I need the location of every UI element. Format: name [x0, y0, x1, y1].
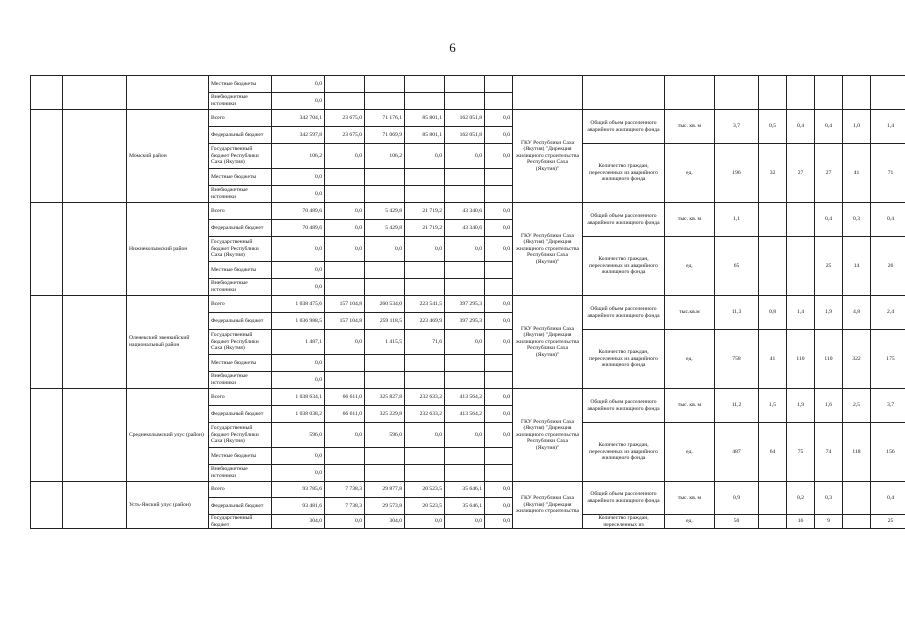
amount-year: 0,0	[365, 237, 405, 262]
amount-year: 71,6	[405, 330, 445, 355]
district-name: Нижнеколымский район	[127, 203, 209, 296]
indicator-year: 32	[759, 144, 787, 203]
indicator-year: 0,4	[787, 110, 815, 144]
indicator-year: 41	[759, 330, 787, 389]
amount-year	[365, 465, 405, 482]
indicator-year: 9	[815, 515, 843, 529]
indicator-year	[843, 515, 871, 529]
indicator-unit: ед.	[665, 423, 715, 482]
amount-year: 85 801,1	[405, 110, 445, 127]
empty-cell	[815, 76, 843, 110]
amount-year: 413 564,2	[445, 406, 485, 423]
amount-year	[485, 169, 513, 186]
amount-total: 0,0	[272, 186, 325, 203]
amount-year: 0,0	[325, 330, 365, 355]
indicator-year	[843, 482, 871, 515]
table-row	[31, 76, 905, 93]
amount-year	[445, 186, 485, 203]
indicator-total: 11,2	[715, 389, 759, 423]
amount-year	[445, 93, 485, 110]
indicator-year: 1,0	[843, 110, 871, 144]
amount-total: 0,0	[272, 448, 325, 465]
amount-year: 0,0	[485, 313, 513, 330]
indicator-total: 65	[715, 237, 759, 296]
amount-year: 23 675,0	[325, 127, 365, 144]
indicator-year: 27	[815, 144, 843, 203]
source-label: Федеральный бюджет	[209, 406, 272, 423]
event-cell	[63, 110, 127, 203]
indicator-year	[787, 237, 815, 296]
amount-year: 162 051,8	[445, 127, 485, 144]
amount-year: 325 229,8	[365, 406, 405, 423]
indicator-name: Общий объем расселенного аварийного жилищного фонда	[583, 296, 665, 330]
amount-year: 71 069,9	[365, 127, 405, 144]
indicator-year: 0,5	[759, 110, 787, 144]
indicator-year	[759, 203, 787, 237]
amount-year	[445, 169, 485, 186]
amount-total: 70 489,6	[272, 203, 325, 220]
amount-year	[325, 93, 365, 110]
amount-year	[325, 355, 365, 372]
amount-total: 342 597,8	[272, 127, 325, 144]
indicator-year: 0,4	[871, 482, 905, 515]
source-label: Внебюджетные источники	[209, 465, 272, 482]
amount-year	[365, 279, 405, 296]
amount-year	[445, 372, 485, 389]
source-label: Государственный бюджет Республики Саха (Якутия)	[209, 423, 272, 448]
indicator-unit: ед.	[665, 330, 715, 389]
source-label: Внебюджетные источники	[209, 186, 272, 203]
amount-total: 0,0	[272, 262, 325, 279]
amount-year: 71 176,1	[365, 110, 405, 127]
amount-year: 20 523,5	[405, 498, 445, 515]
amount-year	[325, 465, 365, 482]
amount-year	[325, 76, 365, 93]
amount-year: 260 534,0	[365, 296, 405, 313]
amount-year	[405, 355, 445, 372]
amount-year: 0,0	[485, 296, 513, 313]
amount-year: 232 633,2	[405, 389, 445, 406]
amount-year: 0,0	[445, 423, 485, 448]
amount-year: 223 469,9	[405, 313, 445, 330]
amount-year: 0,0	[485, 237, 513, 262]
indicator-year: 3,7	[871, 389, 905, 423]
indicator-total: 11,3	[715, 296, 759, 330]
source-label: Всего	[209, 110, 272, 127]
amount-year	[365, 76, 405, 93]
amount-year: 0,0	[485, 515, 513, 529]
empty-cell	[31, 76, 63, 110]
amount-year: 596,0	[365, 423, 405, 448]
executor-name: ГКУ Республики Саха (Якутия) "Дирекция жилищного строительства Республики Саха (Якутия)"	[513, 203, 583, 296]
indicator-unit: тыс. кв. м	[665, 110, 715, 144]
amount-year: 21 719,2	[405, 203, 445, 220]
amount-year	[405, 279, 445, 296]
amount-year: 0,0	[405, 515, 445, 529]
indicator-year: 71	[871, 144, 905, 203]
indicator-year: 25	[815, 237, 843, 296]
executor-name: ГКУ Республики Саха (Якутия) "Дирекция жилищного строительства	[513, 482, 583, 529]
indicator-year: 0,8	[759, 296, 787, 330]
indicator-year: 41	[843, 144, 871, 203]
indicator-year: 26	[871, 237, 905, 296]
amount-year: 0,0	[325, 423, 365, 448]
amount-year: 157 104,8	[325, 313, 365, 330]
amount-total: 1 038 475,6	[272, 296, 325, 313]
amount-year: 1 415,5	[365, 330, 405, 355]
indicator-name: Общий объем расселенного аварийного жилищного фонда	[583, 110, 665, 144]
amount-total: 1 038 038,2	[272, 406, 325, 423]
amount-year: 397 295,3	[445, 296, 485, 313]
event-cell	[63, 296, 127, 389]
indicator-year: 156	[871, 423, 905, 482]
amount-year	[485, 372, 513, 389]
district-name: Усть-Янский улус (район)	[127, 482, 209, 529]
amount-year	[365, 169, 405, 186]
indicator-year: 64	[759, 423, 787, 482]
amount-year: 0,0	[445, 515, 485, 529]
amount-year	[485, 186, 513, 203]
amount-year	[405, 186, 445, 203]
indicator-unit: тыс. кв. м	[665, 389, 715, 423]
indicator-year: 25	[871, 515, 905, 529]
indicator-total: 1,1	[715, 203, 759, 237]
executor-name: ГКУ Республики Саха (Якутия) "Дирекция жилищного строительства Республики Саха (Якутия)"	[513, 296, 583, 389]
amount-year: 29 573,8	[365, 498, 405, 515]
amount-year: 23 675,0	[325, 110, 365, 127]
amount-total: 1 487,1	[272, 330, 325, 355]
indicator-year: 118	[843, 423, 871, 482]
amount-total: 70 489,6	[272, 220, 325, 237]
amount-year	[365, 186, 405, 203]
indicator-name: Количество граждан, переселенных из аварийного жилищного фонда	[583, 330, 665, 389]
amount-year: 0,0	[325, 220, 365, 237]
indicator-total: 0,9	[715, 482, 759, 515]
indicator-year: 0,4	[815, 110, 843, 144]
program-table	[30, 75, 905, 529]
source-label: Федеральный бюджет	[209, 313, 272, 330]
amount-total: 0,0	[272, 279, 325, 296]
table-row	[31, 110, 905, 127]
indicator-name: Общий объем расселенного аварийного жилищного фонда	[583, 389, 665, 423]
table-body	[31, 76, 905, 529]
amount-year	[365, 355, 405, 372]
indicator-year: 27	[787, 144, 815, 203]
indicator-year: 1,9	[787, 389, 815, 423]
district-name: Оленекский эвенкийский национальный район	[127, 296, 209, 389]
indicator-year: 74	[815, 423, 843, 482]
amount-year: 0,0	[445, 330, 485, 355]
executor-name: ГКУ Республики Саха (Якутия) "Дирекция жилищного строительства Республики Саха (Якутия)"	[513, 389, 583, 482]
amount-year: 304,0	[365, 515, 405, 529]
amount-year: 20 523,5	[405, 482, 445, 498]
amount-year	[365, 372, 405, 389]
amount-year	[405, 76, 445, 93]
amount-year	[445, 279, 485, 296]
indicator-unit: ед.	[665, 515, 715, 529]
table-row	[31, 389, 905, 406]
indicator-year	[759, 482, 787, 515]
amount-year: 29 877,8	[365, 482, 405, 498]
indicator-year: 16	[787, 515, 815, 529]
amount-year: 106,2	[365, 144, 405, 169]
amount-year	[325, 448, 365, 465]
source-label: Внебюджетные источники	[209, 279, 272, 296]
amount-year: 0,0	[485, 389, 513, 406]
amount-year	[405, 169, 445, 186]
indicator-year: 0,2	[787, 482, 815, 515]
amount-year: 43 340,6	[445, 220, 485, 237]
amount-year	[365, 262, 405, 279]
indicator-unit: тыс. кв. м	[665, 482, 715, 515]
amount-year: 0,0	[445, 237, 485, 262]
amount-year	[485, 262, 513, 279]
amount-total: 0,0	[272, 465, 325, 482]
source-label: Федеральный бюджет	[209, 127, 272, 144]
amount-year: 85 801,1	[405, 127, 445, 144]
indicator-year: 14	[843, 237, 871, 296]
empty-cell	[843, 76, 871, 110]
source-label: Местные бюджеты	[209, 355, 272, 372]
amount-year	[445, 262, 485, 279]
source-label: Внебюджетные источники	[209, 93, 272, 110]
indicator-year: 110	[815, 330, 843, 389]
empty-cell	[759, 76, 787, 110]
empty-cell	[787, 76, 815, 110]
indicator-year: 0,4	[815, 203, 843, 237]
source-label: Местные бюджеты	[209, 448, 272, 465]
amount-total: 93 481,6	[272, 498, 325, 515]
indicator-unit: ед.	[665, 144, 715, 203]
amount-year	[405, 465, 445, 482]
table-row	[31, 203, 905, 220]
amount-year	[445, 448, 485, 465]
amount-year: 0,0	[485, 482, 513, 498]
event-cell	[63, 482, 127, 529]
amount-year	[485, 93, 513, 110]
amount-year: 157 104,8	[325, 296, 365, 313]
empty-cell	[665, 76, 715, 110]
source-label: Государственный бюджет Республики Саха (Якутия)	[209, 144, 272, 169]
amount-year	[325, 262, 365, 279]
amount-year	[365, 93, 405, 110]
indicator-year: 1,9	[815, 296, 843, 330]
source-label: Местные бюджеты	[209, 262, 272, 279]
amount-year: 0,0	[485, 330, 513, 355]
source-label: Местные бюджеты	[209, 169, 272, 186]
source-label: Местные бюджеты	[209, 76, 272, 93]
amount-total: 0,0	[272, 169, 325, 186]
empty-cell	[513, 76, 583, 110]
indicator-total: 196	[715, 144, 759, 203]
table-row	[31, 296, 905, 313]
page-number: 6	[449, 40, 456, 55]
amount-total: 106,2	[272, 144, 325, 169]
indicator-total: 758	[715, 330, 759, 389]
amount-year: 0,0	[405, 144, 445, 169]
indicator-name: Общий объем расселенного аварийного жилищного фонда	[583, 482, 665, 515]
indicator-total: 50	[715, 515, 759, 529]
amount-year	[445, 76, 485, 93]
amount-total: 0,0	[272, 355, 325, 372]
district-name: Среднеколымский улус (район)	[127, 389, 209, 482]
amount-total: 0,0	[272, 76, 325, 93]
indicator-name: Количество граждан, переселенных из аварийного жилищного фонда	[583, 423, 665, 482]
indicator-year: 110	[787, 330, 815, 389]
table-row	[31, 482, 905, 498]
indicator-unit: тыс. кв. м	[665, 203, 715, 237]
amount-year: 413 564,2	[445, 389, 485, 406]
source-label: Всего	[209, 389, 272, 406]
amount-year	[485, 279, 513, 296]
amount-total: 342 704,1	[272, 110, 325, 127]
amount-year: 223 541,5	[405, 296, 445, 313]
amount-year: 0,0	[405, 423, 445, 448]
amount-year: 0,0	[485, 203, 513, 220]
amount-year: 162 051,8	[445, 110, 485, 127]
amount-year: 0,0	[485, 220, 513, 237]
amount-total: 1 038 634,1	[272, 389, 325, 406]
amount-year	[325, 169, 365, 186]
indicator-year: 0,4	[871, 203, 905, 237]
amount-year: 325 827,8	[365, 389, 405, 406]
indicator-year: 175	[871, 330, 905, 389]
amount-year: 0,0	[325, 237, 365, 262]
row-number-cell	[31, 203, 63, 296]
empty-cell	[715, 76, 759, 110]
indicator-year: 1,4	[787, 296, 815, 330]
indicator-unit: тыс.кв.м	[665, 296, 715, 330]
amount-year	[325, 186, 365, 203]
amount-year: 0,0	[485, 110, 513, 127]
amount-year: 0,0	[325, 515, 365, 529]
amount-year: 0,0	[485, 406, 513, 423]
amount-year	[325, 279, 365, 296]
indicator-name: Количество граждан, переселенных из аварийного жилищного фонда	[583, 144, 665, 203]
indicator-name: Количество граждан, переселенных из	[583, 515, 665, 529]
indicator-year	[759, 237, 787, 296]
empty-cell	[63, 76, 127, 110]
amount-year: 66 611,0	[325, 389, 365, 406]
amount-year	[445, 465, 485, 482]
indicator-total: 3,7	[715, 110, 759, 144]
amount-year	[485, 448, 513, 465]
indicator-year: 75	[787, 423, 815, 482]
amount-year: 21 719,2	[405, 220, 445, 237]
indicator-year: 322	[843, 330, 871, 389]
amount-year	[485, 355, 513, 372]
indicator-year: 0,3	[815, 482, 843, 515]
amount-year: 66 611,0	[325, 406, 365, 423]
district-name: Момский район	[127, 110, 209, 203]
source-label: Федеральный бюджет	[209, 220, 272, 237]
amount-total: 0,0	[272, 237, 325, 262]
source-label: Государственный бюджет Республики Саха (Якутия)	[209, 330, 272, 355]
amount-total: 93 785,6	[272, 482, 325, 498]
indicator-year: 2,4	[871, 296, 905, 330]
row-number-cell	[31, 389, 63, 482]
indicator-total: 487	[715, 423, 759, 482]
amount-year: 0,0	[485, 498, 513, 515]
source-label: Государственный бюджет Республики Саха (Якутия)	[209, 237, 272, 262]
amount-year: 7 738,3	[325, 498, 365, 515]
source-label: Всего	[209, 296, 272, 313]
indicator-year: 2,5	[843, 389, 871, 423]
amount-year: 0,0	[325, 144, 365, 169]
source-label: Государственный бюджет	[209, 515, 272, 529]
amount-total: 596,0	[272, 423, 325, 448]
source-label: Внебюджетные источники	[209, 372, 272, 389]
amount-year: 35 646,1	[445, 482, 485, 498]
indicator-name: Количество граждан, переселенных из аварийного жилищного фонда	[583, 237, 665, 296]
amount-total: 1 036 988,5	[272, 313, 325, 330]
event-cell	[63, 203, 127, 296]
amount-year: 259 118,5	[365, 313, 405, 330]
amount-year: 0,0	[445, 144, 485, 169]
indicator-year	[759, 515, 787, 529]
amount-year: 5 429,8	[365, 203, 405, 220]
indicator-name: Общий объем расселенного аварийного жилищного фонда	[583, 203, 665, 237]
row-number-cell	[31, 110, 63, 203]
indicator-year: 4,8	[843, 296, 871, 330]
empty-cell	[871, 76, 905, 110]
amount-year	[405, 372, 445, 389]
amount-year: 232 633,2	[405, 406, 445, 423]
row-number-cell	[31, 296, 63, 389]
amount-year: 0,0	[485, 423, 513, 448]
amount-year	[445, 355, 485, 372]
indicator-year: 1,4	[871, 110, 905, 144]
source-label: Всего	[209, 203, 272, 220]
amount-year	[405, 93, 445, 110]
amount-year	[405, 262, 445, 279]
amount-year: 0,0	[485, 127, 513, 144]
amount-year: 0,0	[405, 237, 445, 262]
amount-total: 0,0	[272, 372, 325, 389]
indicator-year	[787, 203, 815, 237]
amount-total: 0,0	[272, 93, 325, 110]
amount-year: 7 738,3	[325, 482, 365, 498]
amount-year: 5 429,8	[365, 220, 405, 237]
event-cell	[63, 389, 127, 482]
amount-year	[485, 465, 513, 482]
indicator-unit: ед.	[665, 237, 715, 296]
amount-year: 35 646,1	[445, 498, 485, 515]
amount-year: 43 340,6	[445, 203, 485, 220]
amount-year: 0,0	[325, 203, 365, 220]
amount-year	[365, 448, 405, 465]
amount-year	[325, 372, 365, 389]
amount-year	[405, 448, 445, 465]
empty-cell	[127, 76, 209, 110]
source-label: Всего	[209, 482, 272, 498]
amount-year	[485, 76, 513, 93]
empty-cell	[583, 76, 665, 110]
amount-total: 304,0	[272, 515, 325, 529]
source-label: Федеральный бюджет	[209, 498, 272, 515]
executor-name: ГКУ Республики Саха (Якутия) "Дирекция жилищного строительства Республики Саха (Якутия)"	[513, 110, 583, 203]
amount-year: 397 295,3	[445, 313, 485, 330]
row-number-cell	[31, 482, 63, 529]
indicator-year: 1,6	[815, 389, 843, 423]
amount-year: 0,0	[485, 144, 513, 169]
indicator-year: 0,3	[843, 203, 871, 237]
indicator-year: 1,5	[759, 389, 787, 423]
